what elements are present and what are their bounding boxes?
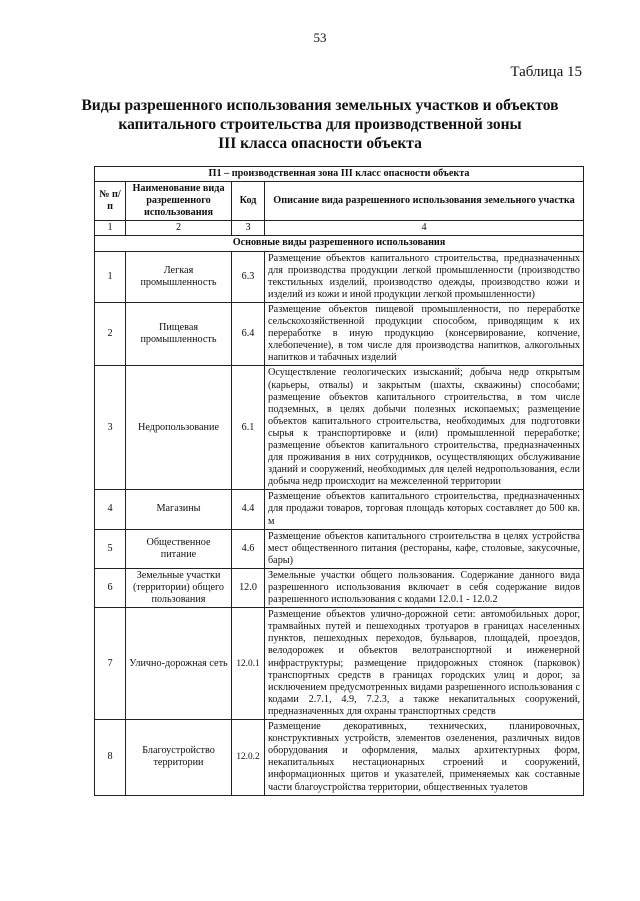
row-number: 6 [95,568,126,607]
column-number: 4 [265,221,584,236]
row-code: 12.0 [232,568,265,607]
table-row [95,302,584,365]
column-header-num: № п/п [95,182,126,221]
row-description: Размещение объектов улично-дорожной сети: автомобильных дорог, трамвайных путей и пешеходных тротуаров в границах населенных пунктов, пешеходных переходов, бульваров, площадей, проездов, велодорожек и объектов велотранспортной и инженерной инфраструктуры; размещение придорожных стоянок (парковок) транспортных средств в границах городских улиц и дорог, за исключением предусмотренных видами разрешенного использования с кодами 2.7.1, 4.9, 7.2.3, а также некапитальных сооружений, предназначенных для охраны транспортных средств [265,608,584,720]
row-description: Размещение объектов капитального строительства, предназначенных для производства продукции легкой промышленности (производство текстильных изделий, производство одежды, производство кожи и изделий из кожи и иной продукции легкой промышленности) [265,251,584,302]
page-number: 53 [313,30,327,45]
column-header-row [95,182,584,221]
row-code: 12.0.1 [232,608,265,720]
row-name: Улично-дорожная сеть [126,608,232,720]
row-description: Земельные участки общего пользования. Содержание данного вида разрешенного использования включает в себя содержание видов разрешенного использования с кодами 12.0.1 - 12.0.2 [265,568,584,607]
land-use-table [94,166,584,796]
column-number: 3 [232,221,265,236]
zone-header: П1 – производственная зона III класс опасности объекта [95,167,584,182]
row-description: Размещение декоративных, технических, планировочных, конструктивных устройств, элементов озеленения, различных видов оборудования и оформления, малых архитектурных форм, некапитальных нестационарных строений и сооружений, информационных щитов и указателей, применяемых как составные части благоустройства территории, общественных туалетов [265,720,584,796]
column-number-row [95,221,584,236]
title-line: III класса опасности объекта [218,135,422,152]
row-code: 12.0.2 [232,720,265,796]
section-row [95,236,584,251]
table-row [95,529,584,568]
row-description: Размещение объектов капитального строительства, предназначенных для продажи товаров, торговая площадь которых составляет до 500 кв. м [265,490,584,529]
row-number: 7 [95,608,126,720]
row-code: 6.4 [232,302,265,365]
row-number: 8 [95,720,126,796]
table-row [95,568,584,607]
row-name: Земельные участки (территории) общего пользования [126,568,232,607]
row-number: 5 [95,529,126,568]
row-number: 1 [95,251,126,302]
column-header-code: Код [232,182,265,221]
row-code: 6.1 [232,366,265,490]
table-row [95,720,584,796]
row-code: 6.3 [232,251,265,302]
row-name: Благоустройство территории [126,720,232,796]
row-code: 4.6 [232,529,265,568]
row-name: Недропользование [126,366,232,490]
title-line: Виды разрешенного использования земельных участков и объектов [81,97,559,114]
table-label: Таблица 15 [510,64,582,80]
row-name: Легкая промышленность [126,251,232,302]
row-description: Осуществление геологических изысканий; добыча недр открытым (карьеры, отвалы) и закрытым (шахты, скважины) способами; размещение объектов капитального строительства, в том числе подземных, в целях добычи полезных ископаемых; размещение объектов капитального строительства, необходимых для подготовки сырья к транспортировке и (или) промышленной переработке; размещение объектов капитального строительства, предназначенных для проживания в них сотрудников, осуществляющих обслуживание зданий и сооружений, необходимых для целей недропользования, если добыча недр происходит на межселенной территории [265,366,584,490]
row-number: 2 [95,302,126,365]
title-line: капитального строительства для производственной зоны [118,116,522,133]
row-name: Общественное питание [126,529,232,568]
column-header-name: Наименование вида разрешенного использования [126,182,232,221]
row-number: 4 [95,490,126,529]
table-row [95,490,584,529]
table-row [95,251,584,302]
section-title: Основные виды разрешенного использования [95,236,584,251]
row-name: Пищевая промышленность [126,302,232,365]
row-name: Магазины [126,490,232,529]
row-description: Размещение объектов пищевой промышленности, по переработке сельскохозяйственной продукции способом, приводящим к их переработке в иную продукцию (консервирование, копчение, хлебопечение), в том числе для производства напитков, алкогольных напитков и табачных изделий [265,302,584,365]
table-row [95,608,584,720]
zone-header-row [95,167,584,182]
row-description: Размещение объектов капитального строительства в целях устройства мест общественного питания (рестораны, кафе, столовые, закусочные, бары) [265,529,584,568]
row-code: 4.4 [232,490,265,529]
row-number: 3 [95,366,126,490]
column-number: 1 [95,221,126,236]
table-title [70,96,570,153]
column-number: 2 [126,221,232,236]
table-row [95,366,584,490]
column-header-description: Описание вида разрешенного использования земельного участка [265,182,584,221]
